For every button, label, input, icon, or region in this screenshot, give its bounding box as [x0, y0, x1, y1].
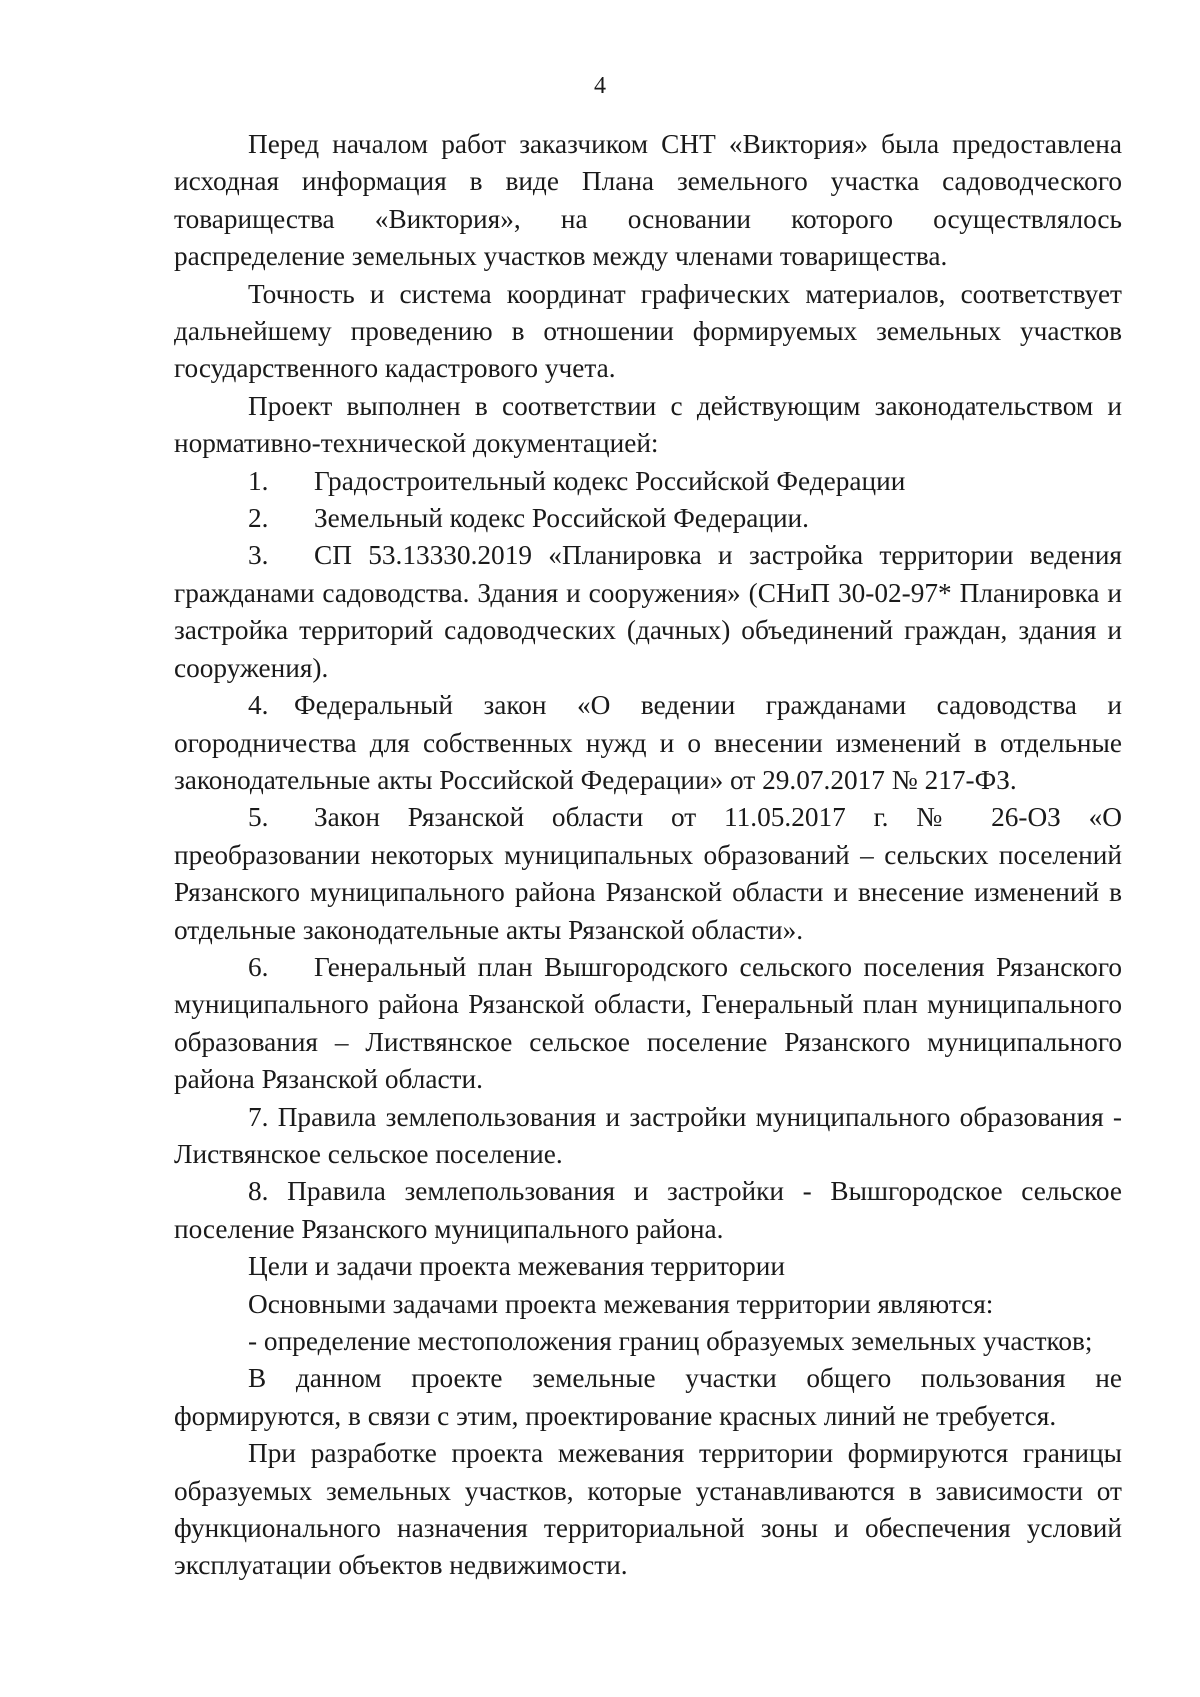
list-item-text: Генеральный план Вышгородского сельского поселения Рязанского муниципального района Рязанской области, Генеральный план муниципального образования – Листвянское сельское поселение Рязанского муниципального района Рязанской области.	[174, 951, 1122, 1095]
list-item	[174, 687, 1122, 799]
list-item-text: Закон Рязанской области от 11.05.2017 г. № 26-ОЗ «О преобразовании некоторых муниципальных образований – сельских поселений Рязанского муниципального района Рязанской области и внесение изменений в отдельные законодательные акты Рязанской области».	[174, 802, 1122, 945]
list-item-number: 6.	[248, 951, 269, 982]
list-item-number: 3.	[248, 540, 269, 571]
list-item: 7. Правила землепользования и застройки муниципального образования - Листвянское сельское поселение.	[174, 1101, 1122, 1169]
paragraph-red-lines: В данном проекте земельные участки общего пользования не формируются, в связи с этим, проектирование красных линий не требуется.	[174, 1363, 1122, 1431]
page-number: 4	[594, 73, 606, 99]
document-body	[174, 126, 1122, 1585]
paragraph-accuracy: Точность и система координат графических материалов, соответствует дальнейшему проведению в отношении формируемых земельных участков государственного кадастрового учета.	[174, 278, 1122, 384]
paragraph-boundaries: При разработке проекта межевания территории формируются границы образуемых земельных участков, которые устанавливаются в зависимости от функционального назначения территориальной зоны и обеспечения условий эксплуатации объектов недвижимости.	[174, 1438, 1122, 1581]
list-item	[174, 799, 1122, 949]
list-item-number: 1.	[248, 465, 269, 496]
list-item	[174, 463, 1122, 500]
list-item-number: 2.	[248, 503, 269, 534]
paragraph-initial-data: Перед началом работ заказчиком СНТ «Виктория» была предоставлена исходная информация в виде Плана земельного участка садоводческого товарищества «Виктория», на основании которого осуществлялось распределение земельных участков между членами товарищества.	[174, 129, 1122, 272]
list-item-number: 5.	[248, 802, 269, 833]
list-item: 8. Правила землепользования и застройки - Вышгородское сельское поселение Рязанского муниципального района.	[174, 1176, 1122, 1244]
list-item	[174, 949, 1122, 1099]
list-item-number: 4.	[248, 690, 269, 721]
list-item-text: Федеральный закон «О ведении гражданами садоводства и огородничества для собственных нужд и о внесении изменений в отдельные законодательные акты Российской Федерации» от 29.07.2017 № 217-ФЗ.	[174, 690, 1122, 795]
task-item: - определение местоположения границ образуемых земельных участков;	[248, 1326, 1093, 1356]
list-item-text: Земельный кодекс Российской Федерации.	[314, 503, 809, 534]
paragraph-tasks-intro: Основными задачами проекта межевания территории являются:	[248, 1288, 994, 1319]
paragraph-compliance: Проект выполнен в соответствии с действующим законодательством и нормативно-технической документацией:	[174, 390, 1122, 459]
section-heading: Цели и задачи проекта межевания территории	[248, 1251, 786, 1282]
list-item	[174, 500, 1122, 537]
list-item	[174, 537, 1122, 687]
list-item-text: Градостроительный кодекс Российской Федерации	[314, 465, 906, 496]
list-item-text: СП 53.13330.2019 «Планировка и застройка территории ведения гражданами садоводства. Здания и сооружения» (СНиП 30-02-97* Планировка и застройка территорий садоводческих (дачных) объединений граждан, здания и сооружения).	[174, 540, 1122, 683]
